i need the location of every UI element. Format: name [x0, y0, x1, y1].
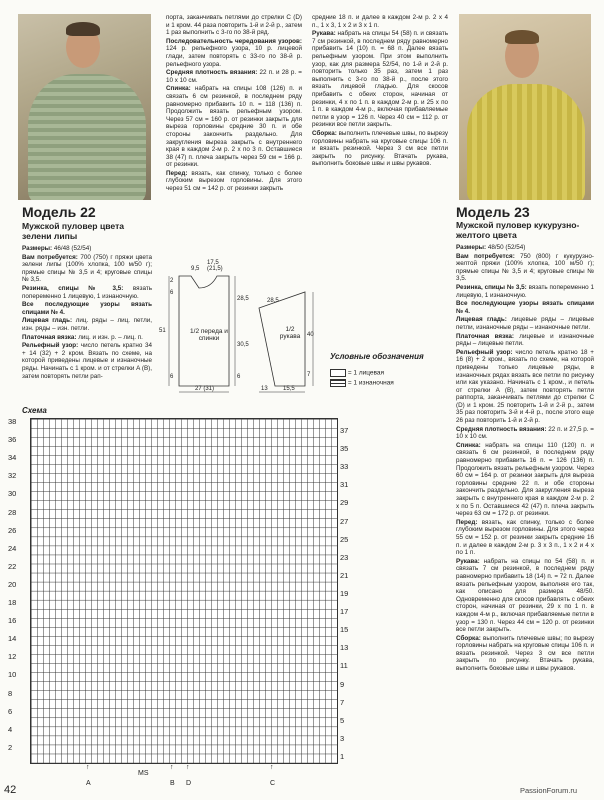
row-number: 19: [340, 589, 349, 598]
row-number: 35: [340, 444, 349, 454]
arrow-up-icon: ↑: [170, 764, 174, 771]
page-number: 42: [4, 784, 17, 796]
row-number: 7: [340, 697, 345, 707]
model22-title: Модель 22: [22, 204, 96, 220]
text-paragraph: Средняя плотность вязания: 22 п. и 28 р. = 10 х 10 см.: [166, 69, 302, 84]
row-number: 1: [340, 751, 345, 761]
row-number: 15: [340, 625, 349, 635]
text-paragraph: Вам потребуется: 700 (750) г пряжи цвета зелени липы (100% хлопка, 100 м/50 г); прямые спицы № 3,5 и 4; круговые спицы № 3,5.: [22, 253, 152, 284]
text-paragraph: Резинка, спицы № 3,5: вязать попеременно 1 лицевую, 1 изнаночную.: [456, 283, 594, 299]
row-number: 27: [340, 516, 349, 526]
model23-photo: [459, 14, 591, 200]
row-number: 31: [340, 480, 349, 490]
purl-stitch-symbol: [330, 379, 346, 387]
model22-photo: [18, 14, 151, 200]
row-number: 8: [8, 688, 13, 698]
legend-item: = 1 лицевая: [330, 369, 450, 377]
text-paragraph: Средняя плотность вязания: 22 п. и 27,5 р. = 10 х 10 см.: [456, 425, 594, 441]
text-paragraph: Спинка: набрать на спицы 110 (120) п. и связать 6 см резинкой, в последнем ряду равномерно прибавить 16 п. = 126 (136) п. Продолжить вязать рельефным узором. Через 60 см = 164 р. от резинки закрыть для выреза горловины средние 22 п. и обе стороны закончить раздельно. Для закругления выреза закрыть с внутреннего края в каждом 2-м р. 2 х по 5 п. Оставшиеся 42 (47) п. плеча закрыть через 63 см = 172 р. от резинки.: [456, 441, 594, 518]
row-number: 10: [8, 670, 17, 680]
marker-a: A: [86, 780, 91, 787]
model23-title: Модель 23: [456, 204, 530, 220]
row-number: 30: [8, 489, 17, 499]
legend-title: Условные обозначения: [330, 352, 424, 361]
row-number: 11: [340, 661, 348, 671]
dim-label: 30,5: [237, 342, 249, 348]
text-paragraph: Рукава: набрать на спицы по 54 (58) п. и связать 7 см резинкой, в последнем ряду равномерно прибавить 18 (14) п. = 72 п. Далее вязать рельефным узором, выполняя его так, как описано для размера 48/50. Одновременно для скосов прибавлять с обеих сторон, начиная от резинки, 29 х по 1 п. в каждом 4-м р., включая прибавляемые петли в узор = 130 п. Через 44 см = 120 р. от резинки все петли закрыть.: [456, 557, 594, 634]
text-paragraph: Все последующие узоры вязать спицами № 4.: [456, 300, 594, 315]
legend-item: = 1 изнаночная: [330, 379, 450, 387]
front-piece-label: 1/2 переда и спинки: [190, 328, 228, 342]
text-paragraph: Спинка: набрать на спицы 108 (126) п. и связать 6 см резинкой, в последнем ряду равномерно прибавить 10 п. = 118 (136) п. Продолжить вязать рельефным узором. Через 57 см = 160 р. от резинки закрыть для выреза горловины средние 30 п. и обе стороны закончить раздельно. Для закругления выреза закрыть с внутреннего края в каждом 2-м р. 2 х по 3 п. Оставшиеся 38 (47) п. плеча закрыть через 59 см = 166 р. от резинки.: [166, 85, 302, 169]
dim-label: 6: [170, 290, 174, 296]
dim-label: 2: [170, 278, 174, 284]
text-paragraph: Рукава: набрать на спицы 54 (58) п. и связать 7 см резинкой, в последнем ряду равномерно прибавить 14 (10) п. = 68 п. Далее вязать рельефным узором. При этом выполнить узор, как для размера 52/54, по 1-й и 2-й р. повторить только 35 раз, затем 1 раз выполнить с 3-го по 38-й р., после этого вязать лицевой гладью. Для скосов прибавить с обеих сторон, начиная от резинки, 4 х по 1 п. в каждом 2-м р. и 25 х по 1 п. в каждом 4-м р., включая прибавляемые петли в узор = 126 п. Через 40 см = 112 р. от резинки все петли закрыть.: [312, 30, 448, 129]
text-paragraph: Лицевая гладь: лиц. ряды – лиц. петли, изн. ряды – изн. петли.: [22, 317, 152, 332]
legend: [330, 352, 450, 387]
marker-ms: MS: [138, 770, 149, 777]
arrow-up-icon: ↑: [186, 764, 190, 771]
knit-stitch-symbol: [330, 369, 346, 377]
dim-label: 28,5: [267, 298, 279, 304]
dim-label: 27 (31): [195, 386, 215, 392]
row-number: 25: [340, 534, 349, 544]
schema-title: Схема: [22, 406, 47, 415]
row-number: 5: [340, 715, 345, 725]
model22-mid-column: [166, 14, 302, 254]
row-number: 12: [8, 652, 17, 662]
text-paragraph: Платочная вязка: лиц. и изн. р. – лиц. п.: [22, 333, 143, 341]
pattern-diagram: [155, 258, 325, 398]
dim-label: 51: [159, 328, 166, 334]
text-paragraph: Все последующие узоры вязать спицами № 4.: [22, 301, 152, 316]
row-number: 6: [8, 706, 13, 716]
row-number: 33: [340, 462, 349, 472]
row-number: 21: [340, 570, 349, 580]
row-number: 2: [8, 742, 13, 752]
row-number: 9: [340, 679, 345, 689]
row-number: 16: [8, 616, 17, 626]
text-paragraph: Платочная вязка: лицевые и изнаночные ряды – лицевые петли.: [456, 332, 594, 348]
row-number: 28: [8, 507, 17, 517]
row-number: 29: [340, 498, 349, 508]
model23-column: [456, 244, 594, 764]
row-number: 23: [340, 552, 349, 562]
row-number: 17: [340, 607, 349, 617]
dim-label: 6: [237, 374, 241, 380]
sleeve-piece-label: 1/2 рукава: [279, 326, 301, 340]
model22-left-column: [22, 245, 152, 405]
text-paragraph: Перед: вязать, как спинку, только с более глубоким вырезом горловины. Для этого через 51 см = 142 р. от резинки закрыть: [166, 169, 302, 193]
dim-label: 7: [307, 372, 311, 378]
model22-right-column: [312, 14, 448, 254]
text-paragraph: средние 18 п. и далее в каждом 2-м р. 2 х 4 п., 1 х 3, 1 х 2 и 3 х 1 п.: [312, 14, 448, 29]
text-paragraph: Сборка: выполнить плечевые швы, по вырезу горловины набрать на круговые спицы 106 п. и вязать резинкой. Через 3 см все петли закрыть по рисунку. Втачать рукава, выполнить боковые швы и швы рукавов.: [312, 129, 448, 168]
row-number: 14: [8, 634, 17, 644]
row-number: 13: [340, 643, 349, 653]
text-paragraph: порта, заканчивать петлями до стрелки C (D) и 1 кром. 44 раза повторить 1-й и 2-й р., затем 1 раз выполнить с 3-го по 38-й ряд.: [166, 14, 302, 37]
dim-label: 9,5: [191, 266, 200, 272]
row-number: 26: [8, 525, 17, 535]
dim-label: 40: [307, 332, 314, 338]
row-number: 32: [8, 471, 17, 481]
text-paragraph: Перед: вязать, как спинку, только с более глубоким вырезом горловины. Для этого через 55 см = 152 р. от резинки закрыть средние 16 п. и далее в каждом 2-м р. 3 х 3 п., 1 х 2 и 4 х по 1 п.: [456, 518, 594, 557]
dim-label: 13: [261, 386, 268, 392]
dim-label: 17,5 (21,5): [207, 260, 223, 272]
model22-subtitle: Мужской пуловер цвета зелени липы: [22, 221, 125, 241]
text-paragraph: Рельефный узор: число петель кратно 34 + 14 (32) + 2 кром. Вязать по схеме, на которой приведены лицевые и изнаночные ряды. Начинать с 1 кром. и от стрелки A (B), затем повторять петли рап-: [22, 342, 152, 380]
row-number: 20: [8, 579, 17, 589]
schema-markers: [30, 764, 336, 794]
dim-label: 15,5: [283, 386, 295, 392]
row-number: 18: [8, 598, 17, 608]
row-number: 34: [8, 453, 17, 463]
arrow-up-icon: ↑: [86, 764, 90, 771]
dim-label: 28,5: [237, 296, 249, 302]
marker-c: C: [270, 780, 276, 787]
text-paragraph: Лицевая гладь: лицевые ряды – лицевые петли, изнаночные ряды – изнаночные петли.: [456, 316, 594, 331]
model23-subtitle: Мужской пуловер кукурузно-желтого цвета: [456, 220, 580, 240]
text-paragraph: Резинка, спицы № 3,5: вязать попеременно 1 лицевую, 1 изнаночную.: [22, 284, 152, 300]
text-paragraph: Последовательность чередования узоров: 124 р. рельефного узора, 10 р. лицевой глади, затем повторять с 33-го по 38-й р. рельефного узора.: [166, 37, 302, 68]
row-number: 22: [8, 561, 17, 571]
text-paragraph: Сборка: выполнить плечевые швы; по вырезу горловины набрать на круговые спицы 106 п. и вязать резинкой. Через 3 см все петли закрыть по рисунку. Втачать рукава, выполнить боковые швы и швы рукавов.: [456, 634, 594, 673]
text-paragraph: Размеры: 46/48 (52/54): [22, 245, 92, 252]
marker-d: D: [186, 780, 192, 787]
row-number: 3: [340, 733, 345, 743]
text-paragraph: Вам потребуется: 750 (800) г кукурузно-желтой пряжи (100% хлопка, 100 м/50 г); прямые спицы № 3,5 и 4; круговые спицы № 3,5.: [456, 252, 594, 283]
row-number: 37: [340, 426, 349, 436]
arrow-up-icon: ↑: [270, 764, 274, 771]
row-number: 24: [8, 543, 17, 553]
text-paragraph: Рельефный узор: число петель кратно 18 + 16 (8) + 2 кром., вязать по схеме, на которой приведены только лицевые ряды, в изнаночных рядах вязать все петли по рисунку или как указано. Начинать с 1 кром., и петель от стрелки A (B), затем повторять петли раппорта, заканчивать петлями до стрелки C (D) и 1 кром. 25 повторить 1-й и 2-й р., затем 35 раз повторить 3-й и 4-й р., после этого еще 26 раз повторить 1-й и 2-й р.: [456, 348, 594, 425]
schema-grid: [30, 418, 338, 764]
dim-label: 6: [170, 374, 174, 380]
text-paragraph: Размеры: 48/50 (52/54): [456, 244, 526, 251]
footer-site: PassionForum.ru: [520, 786, 578, 795]
row-number: 36: [8, 435, 17, 445]
marker-b: B: [170, 780, 175, 787]
row-number: 38: [8, 417, 17, 426]
row-number: 4: [8, 724, 13, 734]
